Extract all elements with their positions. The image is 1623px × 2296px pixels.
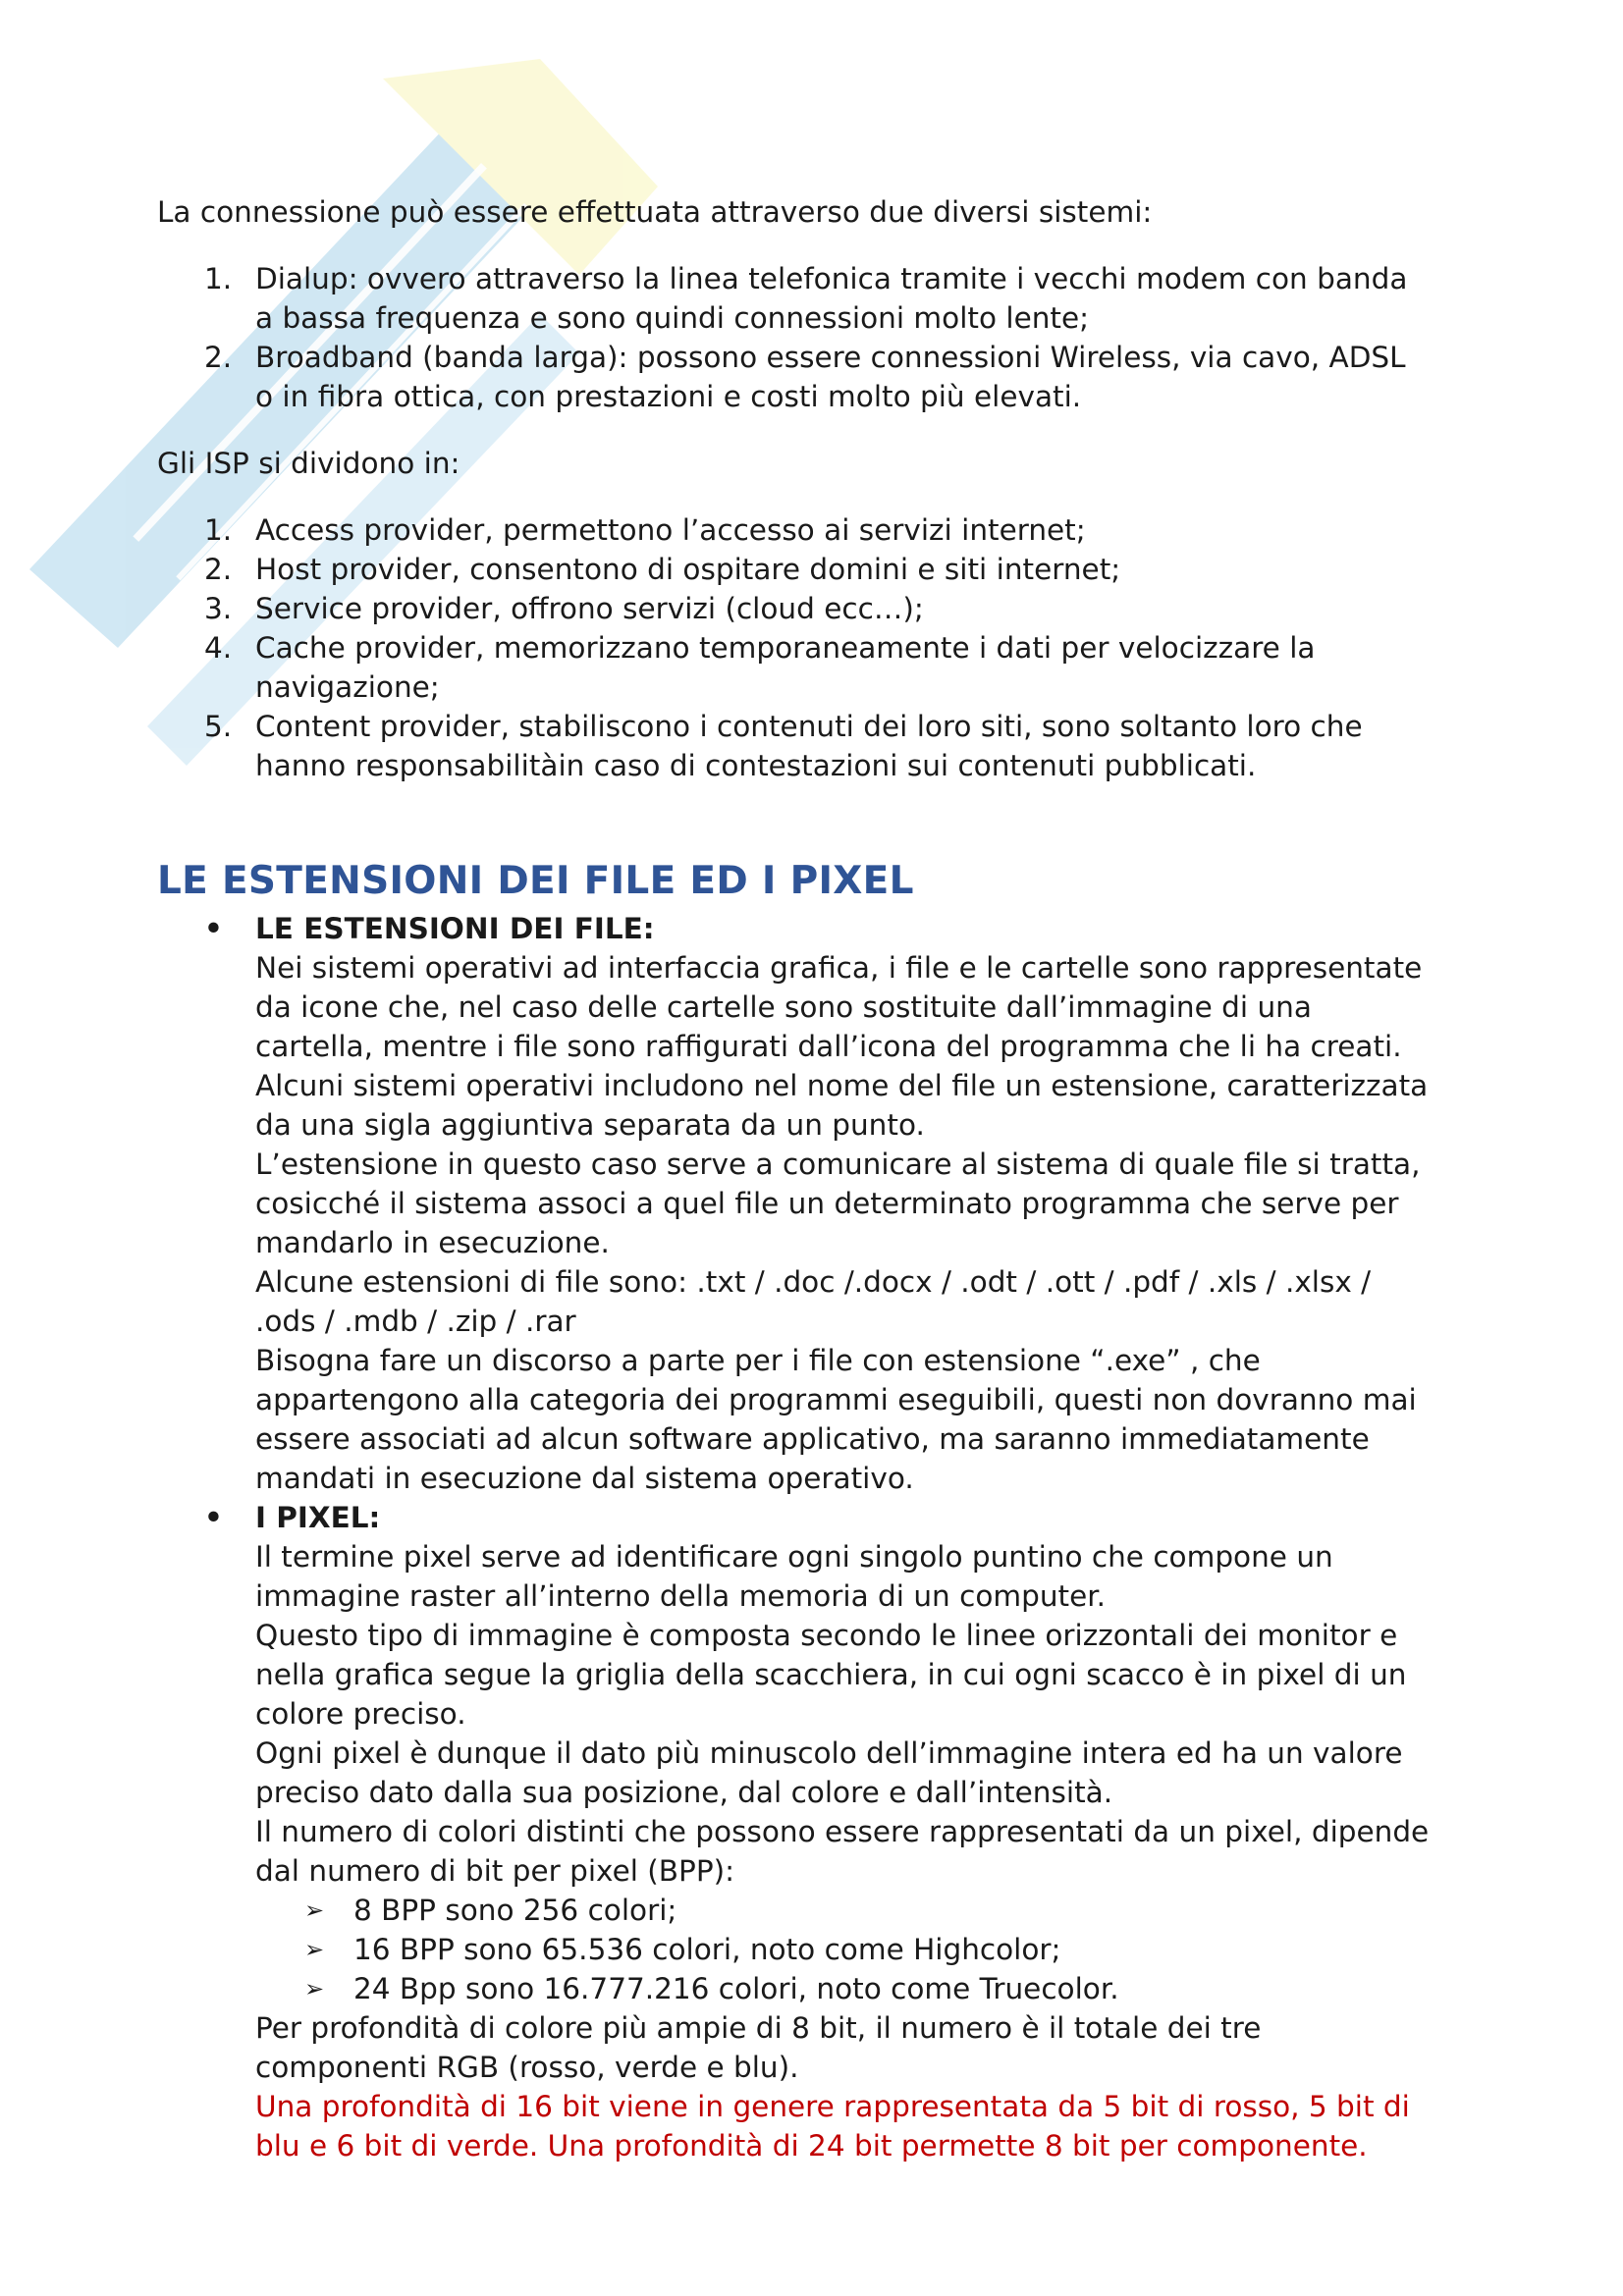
arrow-bullet-icon: ➢	[304, 1896, 325, 1924]
text-line: colore preciso.	[255, 1697, 466, 1731]
text-line: mandarlo in esecuzione.	[255, 1226, 610, 1259]
bpp-list	[255, 1891, 1492, 2008]
list-line: a bassa frequenza e sono quindi connessioni molto lente;	[255, 301, 1090, 335]
text-line: appartengono alla categoria dei programmi eseguibili, questi non dovranno mai	[255, 1383, 1417, 1416]
list-item	[157, 338, 1492, 416]
topic-pixel	[157, 1498, 1492, 2165]
list-item	[157, 550, 1492, 589]
list-item	[157, 589, 1492, 628]
list-line: o in fibra ottica, con prestazioni e costi molto più elevati.	[255, 380, 1082, 413]
list-number: 1.	[204, 262, 233, 295]
list-line: 16 BPP sono 65.536 colori, noto come Highcolor;	[353, 1933, 1061, 1966]
list-number: 2.	[204, 553, 233, 586]
text-line: essere associati ad alcun software applicativo, ma saranno immediatamente	[255, 1422, 1370, 1456]
list-line: Access provider, permettono l’accesso ai servizi internet;	[255, 513, 1086, 547]
topic-heading: LE ESTENSIONI DEI FILE:	[255, 912, 655, 945]
text-line: Nei sistemi operativi ad interfaccia grafica, i file e le cartelle sono rappresentate	[255, 951, 1423, 985]
list-line: navigazione;	[255, 670, 440, 704]
list-line: hanno responsabilitàin caso di contestazioni sui contenuti pubblicati.	[255, 749, 1257, 782]
bullet-icon: •	[204, 912, 223, 945]
list-line: Service provider, offrono servizi (cloud ecc…);	[255, 592, 924, 625]
list-item	[157, 707, 1492, 785]
text-line: Per profondità di colore più ampie di 8 bit, il numero è il totale dei tre	[255, 2011, 1262, 2045]
list-item	[255, 1969, 1492, 2008]
section-title: LE ESTENSIONI DEI FILE ED I PIXEL	[157, 859, 914, 903]
connection-intro: La connessione può essere effettuata attraverso due diversi sistemi:	[157, 195, 1153, 229]
text-line: Il numero di colori distinti che possono essere rappresentati da un pixel, dipende	[255, 1815, 1430, 1848]
list-number: 3.	[204, 592, 233, 625]
text-line: Questo tipo di immagine è composta secondo le linee orizzontali dei monitor e	[255, 1619, 1398, 1652]
text-line: L’estensione in questo caso serve a comunicare al sistema di quale file si tratta,	[255, 1148, 1421, 1181]
list-number: 4.	[204, 631, 233, 665]
list-item	[157, 628, 1492, 707]
highlight-line: Una profondità di 16 bit viene in genere rappresentata da 5 bit di rosso, 5 bit di	[255, 2090, 1410, 2123]
text-line: Ogni pixel è dunque il dato più minuscolo dell’immagine intera ed ha un valore	[255, 1736, 1403, 1770]
list-number: 2.	[204, 341, 233, 374]
text-line: .ods / .mdb / .zip / .rar	[255, 1305, 576, 1338]
text-line: da una sigla aggiuntiva separata da un punto.	[255, 1108, 925, 1142]
text-line: cosicché il sistema associ a quel file un determinato programma che serve per	[255, 1187, 1399, 1220]
isp-intro: Gli ISP si dividono in:	[157, 447, 460, 480]
topic-file-extensions	[157, 909, 1492, 1498]
list-item	[157, 259, 1492, 338]
list-line: 8 BPP sono 256 colori;	[353, 1894, 677, 1927]
list-line: Broadband (banda larga): possono essere connessioni Wireless, via cavo, ADSL	[255, 341, 1406, 374]
list-line: Cache provider, memorizzano temporaneamente i dati per velocizzare la	[255, 631, 1316, 665]
highlight-line: blu e 6 bit di verde. Una profondità di 24 bit permette 8 bit per componente.	[255, 2129, 1368, 2163]
text-line: Alcune estensioni di file sono: .txt / .doc /.docx / .odt / .ott / .pdf / .xls / .xlsx /	[255, 1265, 1372, 1299]
bullet-icon: •	[204, 1501, 223, 1534]
arrow-bullet-icon: ➢	[304, 1975, 325, 2002]
text-line: immagine raster all’interno della memoria di un computer.	[255, 1579, 1107, 1613]
text-line: cartella, mentre i file sono raffigurati dall’icona del programma che li ha creati.	[255, 1030, 1402, 1063]
list-item	[255, 1930, 1492, 1969]
list-number: 5.	[204, 710, 233, 743]
text-line: dal numero di bit per pixel (BPP):	[255, 1854, 735, 1888]
list-item	[157, 510, 1492, 550]
list-line: Host provider, consentono di ospitare domini e siti internet;	[255, 553, 1121, 586]
topic-list	[157, 909, 1492, 2165]
list-number: 1.	[204, 513, 233, 547]
document-page	[157, 192, 1492, 2165]
text-line: Bisogna fare un discorso a parte per i file con estensione “.exe” , che	[255, 1344, 1261, 1377]
list-line: Dialup: ovvero attraverso la linea telefonica tramite i vecchi modem con banda	[255, 262, 1408, 295]
text-line: nella grafica segue la griglia della scacchiera, in cui ogni scacco è in pixel di un	[255, 1658, 1407, 1691]
list-line: 24 Bpp sono 16.777.216 colori, noto come Truecolor.	[353, 1972, 1119, 2005]
text-line: componenti RGB (rosso, verde e blu).	[255, 2051, 799, 2084]
connection-list	[157, 259, 1492, 416]
text-line: da icone che, nel caso delle cartelle sono sostituite dall’immagine di una	[255, 990, 1312, 1024]
list-item	[255, 1891, 1492, 1930]
text-line: Alcuni sistemi operativi includono nel nome del file un estensione, caratterizzata	[255, 1069, 1429, 1102]
text-line: preciso dato dalla sua posizione, dal colore e dall’intensità.	[255, 1776, 1113, 1809]
list-line: Content provider, stabiliscono i contenuti dei loro siti, sono soltanto loro che	[255, 710, 1363, 743]
topic-heading: I PIXEL:	[255, 1501, 381, 1534]
arrow-bullet-icon: ➢	[304, 1936, 325, 1963]
text-line: Il termine pixel serve ad identificare ogni singolo puntino che compone un	[255, 1540, 1333, 1574]
text-line: mandati in esecuzione dal sistema operativo.	[255, 1462, 914, 1495]
isp-list	[157, 510, 1492, 785]
